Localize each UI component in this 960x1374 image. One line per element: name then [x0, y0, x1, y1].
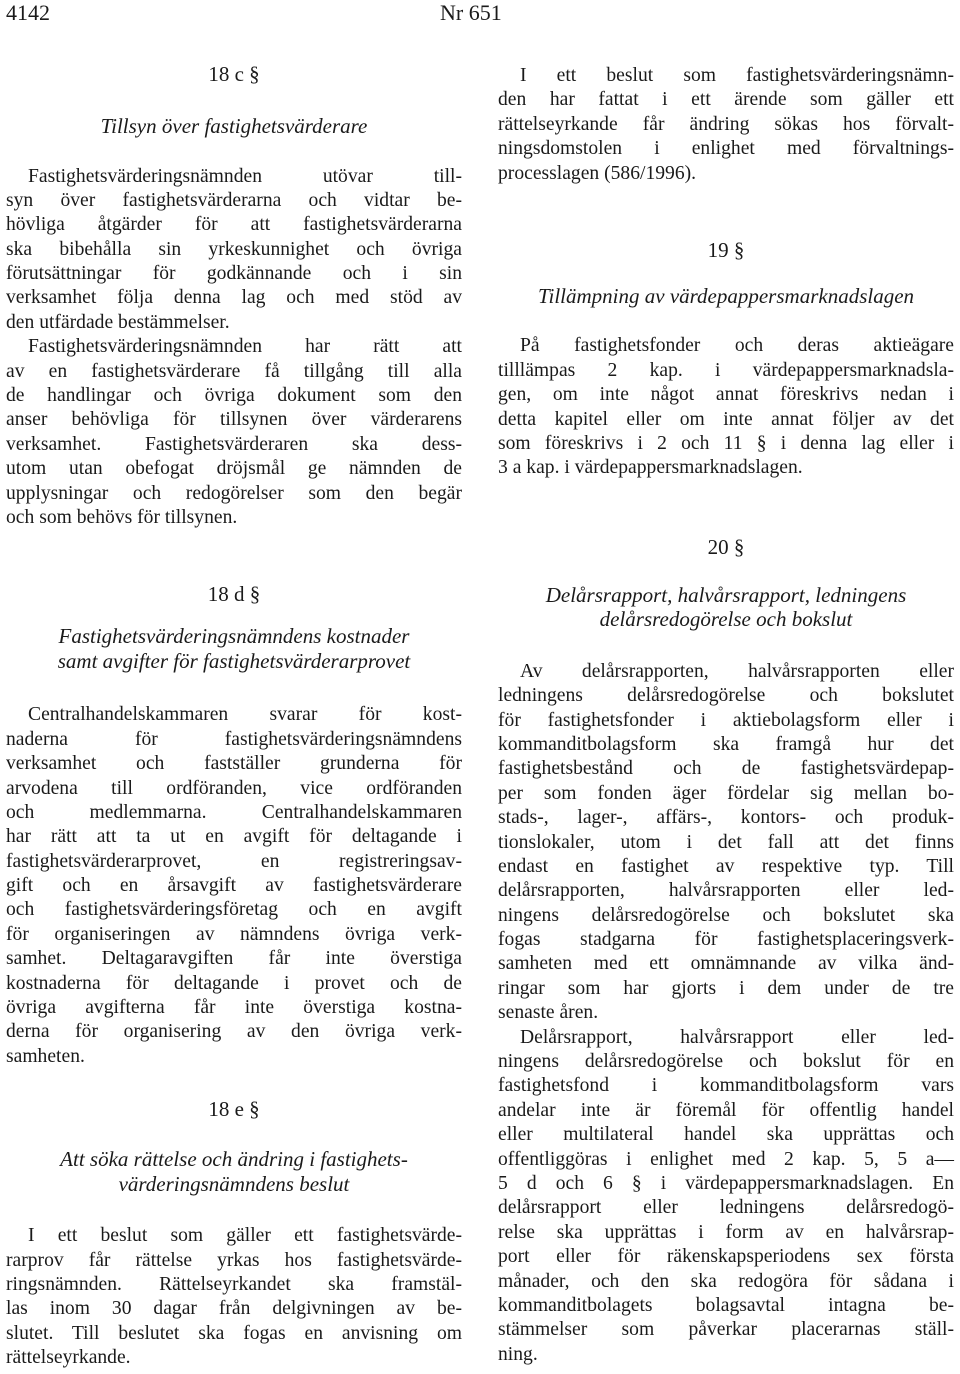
- section-18e: [6, 1097, 462, 1370]
- text-line: processlagen (586/1996).: [498, 162, 697, 184]
- text-line: den utfärdade bestämmelser.: [6, 311, 230, 333]
- appeal-paragraph: [498, 64, 954, 186]
- text-line: kostnaderna för deltagande i provet och de: [6, 972, 462, 994]
- text-line: som föreskrivs i 2 och 11 § i denna lag eller i: [498, 433, 954, 455]
- text-line: Av delårsrapporten, halvårsrapporten eller: [520, 660, 954, 682]
- text-line: rättelseyrkande.: [6, 1347, 131, 1369]
- section-20: [498, 535, 954, 1367]
- text-line: senaste åren.: [498, 1002, 599, 1024]
- text-line: derna för organisering av den övriga verk-: [6, 1021, 462, 1043]
- text-line: delårsrapport eller ledningens delårsredogö-: [498, 1197, 954, 1219]
- text-line: upplysningar och redogörelser som den begär: [6, 482, 462, 504]
- text-line: verksamhet. Fastighetsvärderaren ska dess-: [6, 433, 462, 455]
- left-column: [6, 52, 462, 1371]
- text-line: Fastighetsvärderingsnämnden har rätt att: [28, 336, 462, 358]
- section-number: 18 e §: [208, 1097, 260, 1122]
- section-number: 18 c §: [208, 62, 260, 86]
- text-line: samheten med ett omnämnande av vilka änd-: [498, 953, 954, 975]
- text-line: andelar inte är föremål för offentlig handel: [498, 1099, 954, 1121]
- section-body: [6, 165, 462, 531]
- section-body: [6, 703, 462, 1069]
- text-line: förutsättningar för godkännande och i sin: [6, 263, 462, 285]
- text-line: detta kapitel eller om inte annat följer av det: [498, 408, 954, 430]
- text-line: den har fattat i ett ärende som gäller ett: [498, 89, 954, 111]
- text-line: anser behövliga för tillsynen över värderarens: [6, 409, 462, 431]
- text-line: hövliga åtgärder för att fastighetsvärderarna: [6, 214, 462, 236]
- text-line: Centralhandelskammaren svarar för kost-: [28, 704, 462, 726]
- text-line: delårsrapporten, halvårsrapporten eller led-: [498, 880, 954, 902]
- text-line: port eller för räkenskapsperiodens sex första: [498, 1246, 954, 1268]
- text-line: ringar som har gjorts i dem under de tre: [498, 977, 954, 999]
- text-line: syn över fastighetsvärderarna och vidtar be-: [6, 189, 462, 211]
- text-line: relse ska upprättas i form av en halvårsrap-: [498, 1221, 954, 1243]
- text-line: tilllämpas 2 kap. i värdepappersmarknadsla-: [498, 359, 954, 381]
- text-line: för organiseringen av nämndens övriga verk-: [6, 923, 462, 945]
- section-title-line: värderingsnämndens beslut: [118, 1171, 350, 1196]
- text-line: tionslokaler, utom i det fall att det finns: [498, 831, 954, 853]
- text-line: Delårsrapport, halvårsrapport eller led-: [520, 1026, 954, 1048]
- section-body: [498, 334, 954, 480]
- text-line: ningens delårsredogörelse och bokslut för en: [498, 1051, 954, 1073]
- text-line: I ett beslut som gäller ett fastighetsvärde-: [28, 1225, 462, 1247]
- text-line: per som fonden äger fördelar sig mellan bo-: [498, 782, 954, 804]
- text-line: På fastighetsfonder och deras aktieägare: [520, 335, 954, 357]
- section-18d: [6, 582, 462, 1069]
- text-line: de handlingar och övriga dokument som den: [6, 385, 462, 407]
- text-line: övriga avgifterna får inte överstiga kostna-: [6, 997, 462, 1019]
- text-line: gift och en årsavgift av fastighetsvärderare: [6, 875, 462, 897]
- text-line: naderna för fastighetsvärderingsnämndens: [6, 728, 462, 750]
- text-line: las inom 30 dagar från delgivningen av be-: [6, 1298, 462, 1320]
- section-number: 19 §: [707, 237, 745, 262]
- page-number: 4142: [6, 0, 50, 25]
- text-line: ska bibehålla sin yrkeskunnighet och övriga: [6, 238, 462, 260]
- section-body: [498, 660, 954, 1367]
- text-line: fastighetsfond i kommanditbolagsform vars: [498, 1075, 954, 1097]
- text-line: fastighetsbestånd och de fastighetsvärdepap-: [498, 758, 954, 780]
- text-line: ledningens delårsredogörelse och bokslutet: [498, 685, 954, 707]
- text-line: och som behövs för tillsynen.: [6, 506, 238, 528]
- text-line: för fastighetsfonder i aktiebolagsform eller i: [498, 709, 954, 731]
- section-title-line: Delårsrapport, halvårsrapport, ledningens: [545, 582, 907, 607]
- section-19: [498, 238, 954, 481]
- section-body: [6, 1224, 462, 1370]
- section-title-line: samt avgifter för fastighetsvärderarprovet: [57, 648, 411, 673]
- text-line: slutet. Till beslutet ska fogas en anvisning om: [6, 1322, 462, 1344]
- text-line: verksamhet och fastställer grunderna för: [6, 753, 462, 775]
- text-line: rarprov får rättelse yrkas hos fastighetsvärde-: [6, 1249, 462, 1271]
- text-line: endast en fastighet av respektive typ. Till: [498, 855, 954, 877]
- text-line: verksamhet följa denna lag och med stöd av: [6, 287, 462, 309]
- text-line: I ett beslut som fastighetsvärderingsnämn-: [520, 65, 954, 86]
- text-line: kommanditbolagsform ska framgå hur det: [498, 733, 954, 755]
- section-title: Tillämpning av värdepappersmarknadslagen: [537, 283, 915, 308]
- page-header: [0, 0, 960, 30]
- text-line: ningsdomstolen i enlighet med förvaltnings-: [498, 138, 954, 160]
- text-line: fogas stadgarna för fastighetsplaceringsverk-: [498, 929, 954, 951]
- text-line: och medlemmarna. Centralhandelskammaren: [6, 801, 462, 823]
- text-line: av en fastighetsvärderare få tillgång till alla: [6, 360, 462, 382]
- section-number: 18 d §: [207, 582, 261, 607]
- section-18c: [6, 62, 462, 530]
- text-line: 5 d och 6 § i värdepappersmarknadslagen. En: [498, 1173, 954, 1194]
- text-line: stads-, lager-, affärs-, kontors- och produk-: [498, 807, 954, 829]
- text-line: rättelseyrkande får ändring sökas hos förvalt-: [498, 113, 954, 135]
- text-line: ningens delårsredogörelse och bokslutet ska: [498, 904, 954, 926]
- section-title-line: Att söka rättelse och ändring i fastighets-: [60, 1147, 408, 1172]
- text-line: utom utan obefogat dröjsmål ge nämnden de: [6, 458, 462, 480]
- text-line: stämmelser som påverkar placerarnas ställ-: [498, 1319, 954, 1341]
- text-line: offentliggöras i enlighet med 2 kap. 5, 5 a—: [498, 1148, 954, 1170]
- text-line: gen, om inte något annat föreskrivs nedan i: [498, 384, 954, 406]
- section-number: 20 §: [707, 534, 745, 559]
- text-line: samhet. Deltagaravgiften får inte överstiga: [6, 948, 462, 970]
- text-line: och fastighetsvärderingsföretag och en avgift: [6, 899, 462, 921]
- right-column: [498, 52, 954, 1367]
- text-line: kommanditbolagets bolagsavtal intagna be-: [498, 1294, 954, 1316]
- text-line: månader, och den ska redogöra för sådana i: [498, 1270, 954, 1292]
- text-line: ringsnämnden. Rättelseyrkandet ska framstäl-: [6, 1274, 462, 1295]
- document-number: Nr 651: [440, 0, 502, 25]
- text-line: har rätt att ta ut en avgift för deltagande i: [6, 826, 462, 848]
- text-line: 3 a kap. i värdepappersmarknadslagen.: [498, 457, 803, 479]
- section-title: Tillsyn över fastighetsvärderare: [100, 114, 368, 138]
- text-line: Fastighetsvärderingsnämnden utövar till-: [28, 165, 462, 187]
- text-line: ning.: [498, 1343, 538, 1365]
- text-line: samheten.: [6, 1045, 85, 1067]
- text-line: fastighetsvärderarprovet, en registreringsav-: [6, 850, 462, 872]
- section-title-line: delårsredogörelse och bokslut: [599, 607, 853, 632]
- text-line: arvodena till ordföranden, vice ordföranden: [6, 777, 462, 799]
- section-title-line: Fastighetsvärderingsnämndens kostnader: [58, 624, 410, 649]
- text-line: eller multilateral handel ska upprättas och: [498, 1124, 954, 1146]
